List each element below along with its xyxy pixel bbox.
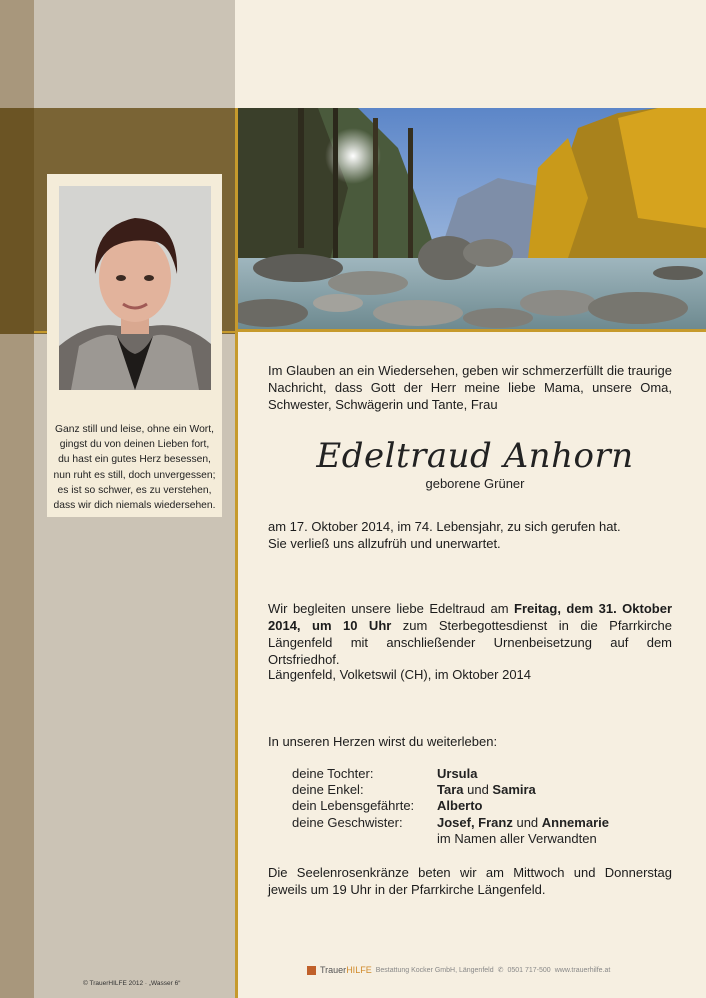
conjunction: und: [512, 814, 542, 830]
relatives-all-line: im Namen aller Verwandten: [437, 830, 597, 846]
remembrance-line: In unseren Herzen wirst du weiterleben:: [268, 734, 498, 749]
death-remark-line: Sie verließ uns allzufrüh und unerwartet.: [268, 536, 501, 551]
intro-text: Im Glauben an ein Wiedersehen, geben wir schmerzerfüllt die traurige Nachricht, dass Gott der Herr meine liebe Mama, unsere Oma, Schwester, Schwägerin und Tante, Frau: [268, 363, 672, 412]
relatives-row: [292, 831, 609, 847]
logo-text-part: HILFE: [346, 965, 372, 975]
trauerhilfe-logo-icon: [307, 966, 316, 975]
logo-text-part: Trauer: [320, 965, 347, 975]
website: www.trauerhilfe.at: [554, 966, 611, 974]
relatives-list: [292, 766, 609, 847]
rosary-notice: Die Seelenrosenkränze beten wir am Mittwoch und Donnerstag jeweils um 19 Uhr in der Pfarrkirche Längenfeld.: [268, 865, 672, 897]
relatives-row: [292, 798, 609, 814]
poem-line: gingst du von deinen Lieben fort,: [59, 439, 210, 451]
relative-name: Samira: [492, 782, 536, 798]
phone-number: 0501 717-500: [507, 966, 551, 974]
portrait-photo: [59, 186, 211, 390]
footer: [307, 965, 610, 975]
relation-label: deine Tochter:: [292, 766, 374, 781]
relation-names: [437, 766, 477, 782]
poem-line: es ist so schwer, es zu verstehen,: [57, 484, 212, 496]
relatives-row: [292, 782, 609, 798]
relation-names: [437, 815, 609, 831]
company-name: Bestattung Kocker GmbH, Längenfeld: [375, 966, 494, 974]
poem-line: nun ruht es still, doch unvergessen;: [53, 469, 216, 481]
place-and-date: Längenfeld, Volketswil (CH), im Oktober 2014: [268, 667, 532, 682]
funeral-text-end: zum Sterbegottesdienst in die Pfarrkirche Längenfeld mit anschließender Urnenbeisetzung auf dem Ortsfriedhof.: [268, 618, 673, 667]
mountain-stream-landscape: [238, 108, 706, 329]
poem-line: du hast ein gutes Herz besessen,: [58, 454, 211, 466]
gold-divider-vertical: [235, 108, 238, 998]
relatives-row: [292, 766, 609, 782]
relation-names: [437, 782, 536, 798]
relation-names: [437, 798, 483, 814]
relative-name: Josef, Franz: [437, 814, 513, 830]
poem-line: dass wir dich niemals wiedersehen.: [53, 500, 216, 512]
funeral-text-start: Wir begleiten unsere liebe Edeltraud am: [268, 601, 514, 616]
funeral-date: Freitag, dem 31. Oktober 2014, um 10 Uhr: [268, 601, 673, 633]
memorial-poem: [51, 422, 218, 513]
phone-icon: ✆: [497, 967, 504, 974]
maiden-name: geborene Grüner: [425, 476, 525, 491]
conjunction: und: [463, 782, 493, 798]
funeral-details: [268, 600, 672, 668]
left-edge-band: [0, 108, 34, 334]
deceased-name: Edeltraud Anhorn: [316, 436, 634, 476]
death-notice: [268, 518, 672, 552]
relation-label-empty: [292, 831, 437, 847]
poem-line: Ganz still und leise, ohne ein Wort,: [55, 424, 214, 435]
relative-name: Tara: [437, 782, 464, 798]
relative-name: Annemarie: [541, 814, 609, 830]
relative-name: Ursula: [437, 766, 478, 781]
relatives-row: [292, 815, 609, 831]
gold-divider-right: [238, 329, 706, 332]
relation-label: deine Geschwister:: [292, 814, 403, 830]
relation-label: dein Lebensgefährte:: [292, 798, 415, 814]
relative-name: Alberto: [437, 798, 483, 814]
copyright-notice: © TrauerHILFE 2012 · „Wasser 6“: [83, 980, 181, 987]
relation-label: deine Enkel:: [292, 782, 364, 798]
death-date-line: am 17. Oktober 2014, im 74. Lebensjahr, zu sich gerufen hat.: [268, 519, 621, 534]
trauerhilfe-logo: [320, 965, 372, 975]
portrait-card: [47, 174, 222, 517]
